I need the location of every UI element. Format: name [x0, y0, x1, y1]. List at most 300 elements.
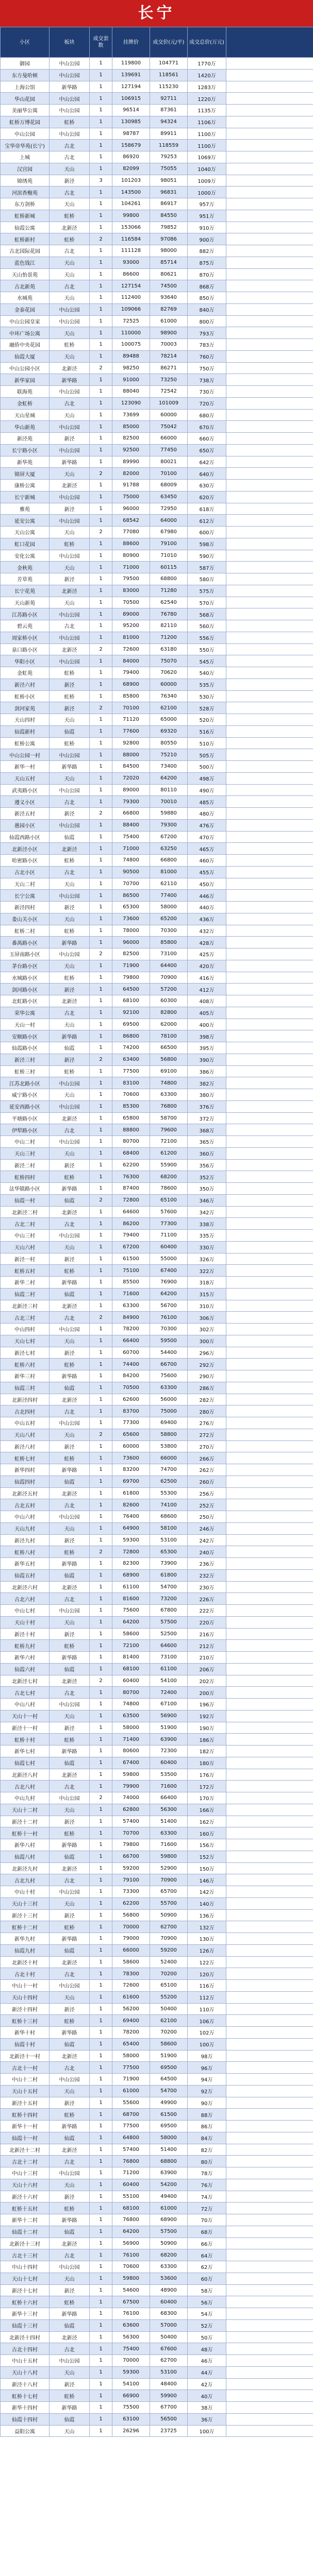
- district-cell: 新泾: [50, 503, 90, 515]
- list-price-cell: 59800: [112, 1769, 150, 1781]
- table-row: [1, 1569, 313, 1581]
- community-cell: 天山十一村: [1, 1710, 50, 1722]
- community-cell: 中山二村: [1, 1136, 50, 1148]
- blank-cell: [226, 1230, 313, 1242]
- deal-total-price-cell: 476万: [188, 819, 226, 831]
- blank-cell: [226, 1675, 313, 1687]
- blank-cell: [226, 1394, 313, 1405]
- deal-total-price-cell: 310万: [188, 1300, 226, 1312]
- deal-count-cell: 1: [90, 1921, 112, 1933]
- blank-cell: [226, 1440, 313, 1452]
- deal-unit-price-cell: 63900: [150, 1734, 188, 1745]
- deal-count-cell: 1: [90, 1956, 112, 1968]
- table-row: [1, 819, 313, 831]
- blank-cell: [226, 1429, 313, 1440]
- blank-cell: [226, 421, 313, 433]
- deal-count-cell: 1: [90, 1616, 112, 1628]
- list-price-cell: 88800: [112, 1124, 150, 1136]
- community-cell: 哈密路小区: [1, 855, 50, 867]
- blank-cell: [226, 2249, 313, 2261]
- community-cell: 中山公园: [1, 128, 50, 140]
- community-cell: 古北十二村: [1, 2156, 50, 2167]
- deal-unit-price-cell: 70100: [150, 468, 188, 480]
- table-row: [1, 2425, 313, 2437]
- community-cell: 北新泾九村: [1, 1862, 50, 1874]
- blank-cell: [226, 2378, 313, 2390]
- deal-unit-price-cell: 98051: [150, 175, 188, 187]
- deal-unit-price-cell: 73400: [150, 761, 188, 773]
- community-cell: 古北十三村: [1, 2249, 50, 2261]
- deal-count-cell: 1: [90, 503, 112, 515]
- district-cell: 天山: [50, 2179, 90, 2191]
- list-price-cell: 61000: [112, 2085, 150, 2097]
- district-cell: 天山: [50, 198, 90, 210]
- district-cell: 古北: [50, 2249, 90, 2261]
- blank-cell: [226, 292, 313, 304]
- deal-unit-price-cell: 80110: [150, 784, 188, 796]
- district-cell: 古北: [50, 620, 90, 632]
- community-cell: 中山十四村: [1, 2261, 50, 2273]
- district-cell: 仙霞: [50, 1944, 90, 1956]
- district-cell: 新泾: [50, 902, 90, 913]
- deal-unit-price-cell: 77400: [150, 890, 188, 902]
- community-cell: 联海苑: [1, 386, 50, 398]
- district-cell: 天山: [50, 1147, 90, 1159]
- deal-total-price-cell: 490万: [188, 784, 226, 796]
- table-row: [1, 2226, 313, 2238]
- community-cell: 新泾十五村: [1, 2097, 50, 2109]
- blank-cell: [226, 257, 313, 268]
- list-price-cell: 88000: [112, 749, 150, 761]
- community-cell: 古北六村: [1, 1593, 50, 1605]
- deal-count-cell: 1: [90, 538, 112, 550]
- deal-count-cell: 1: [90, 1300, 112, 1312]
- list-price-cell: 68100: [112, 1663, 150, 1675]
- deal-unit-price-cell: 54100: [150, 1675, 188, 1687]
- deal-total-price-cell: 262万: [188, 1464, 226, 1476]
- deal-total-price-cell: 66万: [188, 2238, 226, 2249]
- deal-count-cell: 2: [90, 1792, 112, 1804]
- deal-total-price-cell: 180万: [188, 1757, 226, 1769]
- deal-total-price-cell: 62万: [188, 2261, 226, 2273]
- deal-unit-price-cell: 53100: [150, 2366, 188, 2378]
- deal-unit-price-cell: 68800: [150, 573, 188, 585]
- district-cell: 仙霞: [50, 831, 90, 843]
- deal-unit-price-cell: 71200: [150, 632, 188, 643]
- deal-unit-price-cell: 49900: [150, 2097, 188, 2109]
- blank-cell: [226, 2121, 313, 2132]
- deal-count-cell: 1: [90, 1370, 112, 1382]
- deal-unit-price-cell: 68900: [150, 2214, 188, 2226]
- district-cell: 天山: [50, 1335, 90, 1347]
- deal-count-cell: 1: [90, 2378, 112, 2390]
- deal-unit-price-cell: 66400: [150, 1792, 188, 1804]
- blank-cell: [226, 984, 313, 995]
- table-row: [1, 245, 313, 257]
- community-cell: 仙霞十四村: [1, 2413, 50, 2425]
- list-price-cell: 59800: [112, 2273, 150, 2284]
- blank-cell: [226, 1335, 313, 1347]
- district-cell: 新华路: [50, 1464, 90, 1476]
- deal-total-price-cell: 44万: [188, 2366, 226, 2378]
- district-cell: 古北: [50, 1124, 90, 1136]
- deal-count-cell: 1: [90, 2121, 112, 2132]
- district-cell: 北新泾: [50, 222, 90, 233]
- deal-total-price-cell: 660万: [188, 433, 226, 445]
- list-price-cell: 89000: [112, 784, 150, 796]
- community-cell: 东方曼哈顿: [1, 69, 50, 81]
- community-cell: 北新泾八村: [1, 1769, 50, 1781]
- list-price-cell: 75000: [112, 491, 150, 503]
- district-cell: 虹桥: [50, 2202, 90, 2214]
- community-cell: 天山十八村: [1, 2366, 50, 2378]
- community-cell: 玉屏南路小区: [1, 948, 50, 960]
- table-row: [1, 1112, 313, 1124]
- district-cell: 古北: [50, 245, 90, 257]
- deal-total-price-cell: 36万: [188, 2413, 226, 2425]
- blank-cell: [226, 1359, 313, 1370]
- deal-count-cell: 1: [90, 1628, 112, 1640]
- list-price-cell: 74400: [112, 1359, 150, 1370]
- district-cell: 中山公园: [50, 632, 90, 643]
- blank-cell: [226, 1745, 313, 1757]
- list-price-cell: 66000: [112, 1944, 150, 1956]
- deal-unit-price-cell: 60000: [150, 409, 188, 421]
- deal-total-price-cell: 540万: [188, 667, 226, 679]
- list-price-cell: 76300: [112, 1171, 150, 1183]
- table-row: [1, 421, 313, 433]
- deal-unit-price-cell: 61000: [150, 2202, 188, 2214]
- deal-unit-price-cell: 58700: [150, 1112, 188, 1124]
- community-cell: 新华四村: [1, 1464, 50, 1476]
- deal-total-price-cell: 560万: [188, 620, 226, 632]
- list-price-cell: 86800: [112, 1030, 150, 1042]
- deal-unit-price-cell: 59800: [150, 1851, 188, 1862]
- community-cell: 长宁新城: [1, 491, 50, 503]
- header-deal-total-price: 成交总价(万元): [188, 27, 226, 58]
- district-cell: 天山: [50, 913, 90, 925]
- list-price-cell: 88600: [112, 538, 150, 550]
- deal-unit-price-cell: 61500: [150, 2109, 188, 2121]
- deal-unit-price-cell: 54700: [150, 2085, 188, 2097]
- table-row: [1, 1124, 313, 1136]
- table-row: [1, 1452, 313, 1464]
- community-cell: 延安西路小区: [1, 1100, 50, 1112]
- deal-count-cell: 1: [90, 116, 112, 128]
- list-price-cell: 98250: [112, 362, 150, 374]
- district-cell: 虹桥: [50, 1546, 90, 1558]
- deal-total-price-cell: 957万: [188, 198, 226, 210]
- district-cell: 中山公园: [50, 655, 90, 667]
- deal-unit-price-cell: 118561: [150, 69, 188, 81]
- deal-total-price-cell: 102万: [188, 2027, 226, 2039]
- list-price-cell: 78300: [112, 1968, 150, 1980]
- deal-unit-price-cell: 76780: [150, 608, 188, 620]
- district-cell: 中山公园: [50, 1417, 90, 1429]
- blank-cell: [226, 1652, 313, 1664]
- deal-count-cell: 1: [90, 1288, 112, 1300]
- district-cell: 新泾: [50, 984, 90, 995]
- district-cell: 北新泾: [50, 1581, 90, 1593]
- deal-count-cell: 1: [90, 2015, 112, 2027]
- deal-count-cell: 1: [90, 1230, 112, 1242]
- deal-count-cell: 1: [90, 1827, 112, 1839]
- deal-unit-price-cell: 67200: [150, 831, 188, 843]
- list-price-cell: 127154: [112, 280, 150, 292]
- deal-unit-price-cell: 96831: [150, 187, 188, 198]
- list-price-cell: 58600: [112, 1956, 150, 1968]
- list-price-cell: 77500: [112, 2062, 150, 2074]
- list-price-cell: 81000: [112, 632, 150, 643]
- blank-cell: [226, 350, 313, 362]
- deal-count-cell: 1: [90, 1007, 112, 1019]
- deal-count-cell: 1: [90, 386, 112, 398]
- list-price-cell: 92800: [112, 737, 150, 749]
- list-price-cell: 83700: [112, 1405, 150, 1417]
- deal-unit-price-cell: 68300: [150, 2308, 188, 2320]
- list-price-cell: 73600: [112, 913, 150, 925]
- deal-count-cell: 1: [90, 902, 112, 913]
- list-price-cell: 77500: [112, 1065, 150, 1077]
- deal-unit-price-cell: 64600: [150, 1640, 188, 1652]
- table-row: [1, 1077, 313, 1089]
- blank-cell: [226, 573, 313, 585]
- deal-unit-price-cell: 63300: [150, 1089, 188, 1101]
- deal-total-price-cell: 166万: [188, 1804, 226, 1816]
- community-cell: 虹桥万博花园: [1, 116, 50, 128]
- list-price-cell: 68542: [112, 515, 150, 527]
- deal-unit-price-cell: 51400: [150, 1816, 188, 1827]
- blank-cell: [226, 890, 313, 902]
- community-cell: 古北国际花园: [1, 245, 50, 257]
- deal-total-price-cell: 54万: [188, 2308, 226, 2320]
- blank-cell: [226, 1628, 313, 1640]
- district-cell: 新华路: [50, 1839, 90, 1851]
- list-price-cell: 75400: [112, 2343, 150, 2355]
- deal-unit-price-cell: 74800: [150, 1077, 188, 1089]
- deal-unit-price-cell: 61200: [150, 1147, 188, 1159]
- deal-unit-price-cell: 72950: [150, 503, 188, 515]
- list-price-cell: 82600: [112, 1499, 150, 1511]
- deal-unit-price-cell: 75055: [150, 163, 188, 175]
- table-row: [1, 2402, 313, 2414]
- blank-cell: [226, 948, 313, 960]
- community-cell: 虹桥公寓: [1, 737, 50, 749]
- deal-count-cell: 1: [90, 58, 112, 70]
- blank-cell: [226, 1534, 313, 1546]
- list-price-cell: 59200: [112, 1862, 150, 1874]
- table-row: [1, 1745, 313, 1757]
- district-cell: 北新泾: [50, 2144, 90, 2156]
- deal-total-price-cell: 368万: [188, 1124, 226, 1136]
- blank-cell: [226, 562, 313, 573]
- deal-total-price-cell: 206万: [188, 1663, 226, 1675]
- community-cell: 仙霞三村: [1, 1382, 50, 1394]
- community-cell: 天山十六村: [1, 2179, 50, 2191]
- deal-unit-price-cell: 93640: [150, 292, 188, 304]
- list-price-cell: 78200: [112, 2027, 150, 2039]
- deal-unit-price-cell: 70300: [150, 1324, 188, 1335]
- deal-unit-price-cell: 71600: [150, 1781, 188, 1792]
- deal-unit-price-cell: 23725: [150, 2425, 188, 2437]
- district-cell: 古北: [50, 1007, 90, 1019]
- table-row: [1, 2214, 313, 2226]
- list-price-cell: 60000: [112, 1440, 150, 1452]
- deal-count-cell: 1: [90, 128, 112, 140]
- district-cell: 新华路: [50, 1933, 90, 1945]
- deal-count-cell: 1: [90, 1030, 112, 1042]
- district-cell: 北新泾: [50, 643, 90, 655]
- list-price-cell: 75400: [112, 831, 150, 843]
- district-cell: 新泾: [50, 1054, 90, 1065]
- deal-total-price-cell: 296万: [188, 1347, 226, 1359]
- table-row: [1, 1147, 313, 1159]
- blank-cell: [226, 2003, 313, 2015]
- list-price-cell: 71000: [112, 562, 150, 573]
- deal-total-price-cell: 350万: [188, 1183, 226, 1195]
- community-cell: 融侨中央花园: [1, 339, 50, 351]
- blank-cell: [226, 268, 313, 280]
- deal-count-cell: 1: [90, 1581, 112, 1593]
- community-cell: 仙霞十三村: [1, 2319, 50, 2331]
- table-row: [1, 1534, 313, 1546]
- blank-cell: [226, 2015, 313, 2027]
- deal-count-cell: 1: [90, 2355, 112, 2367]
- list-price-cell: 81600: [112, 1593, 150, 1605]
- blank-cell: [226, 128, 313, 140]
- list-price-cell: 71120: [112, 714, 150, 726]
- community-cell: 新华五村: [1, 1558, 50, 1570]
- deal-total-price-cell: 84万: [188, 2132, 226, 2144]
- blank-cell: [226, 1839, 313, 1851]
- deal-total-price-cell: 750万: [188, 362, 226, 374]
- deal-unit-price-cell: 104771: [150, 58, 188, 70]
- community-cell: 古北四村: [1, 1405, 50, 1417]
- deal-count-cell: 1: [90, 1324, 112, 1335]
- deal-count-cell: 1: [90, 761, 112, 773]
- list-price-cell: 143500: [112, 187, 150, 198]
- blank-cell: [226, 2402, 313, 2414]
- district-cell: 中山公园: [50, 1886, 90, 1898]
- table-row: [1, 2015, 313, 2027]
- table-row: [1, 843, 313, 855]
- table-row: [1, 386, 313, 398]
- deal-count-cell: 1: [90, 1476, 112, 1487]
- district-cell: 新华路: [50, 1558, 90, 1570]
- blank-cell: [226, 855, 313, 867]
- community-cell: 中山九村: [1, 1792, 50, 1804]
- community-cell: 虹桥十三村: [1, 2015, 50, 2027]
- deal-total-price-cell: 92万: [188, 2085, 226, 2097]
- deal-unit-price-cell: 101009: [150, 397, 188, 409]
- deal-unit-price-cell: 64200: [150, 772, 188, 784]
- district-cell: 新泾: [50, 175, 90, 187]
- deal-count-cell: 1: [90, 2179, 112, 2191]
- deal-total-price-cell: 1100万: [188, 140, 226, 151]
- list-price-cell: 89000: [112, 608, 150, 620]
- community-cell: 天山星城: [1, 409, 50, 421]
- list-price-cell: 71000: [112, 843, 150, 855]
- blank-cell: [226, 1710, 313, 1722]
- deal-count-cell: 1: [90, 1112, 112, 1124]
- community-cell: 中山十二村: [1, 2074, 50, 2086]
- list-price-cell: 72600: [112, 1980, 150, 1992]
- list-price-cell: 78000: [112, 925, 150, 937]
- table-row: [1, 2296, 313, 2308]
- blank-cell: [226, 1909, 313, 1921]
- deal-total-price-cell: 670万: [188, 421, 226, 433]
- table-row: [1, 2319, 313, 2331]
- community-cell: 新华九村: [1, 1933, 50, 1945]
- district-cell: 虹桥: [50, 2109, 90, 2121]
- deal-unit-price-cell: 60300: [150, 995, 188, 1007]
- community-cell: 愚园小区: [1, 819, 50, 831]
- community-cell: 金秋苑: [1, 562, 50, 573]
- blank-cell: [226, 1194, 313, 1206]
- blank-cell: [226, 831, 313, 843]
- list-price-cell: 61100: [112, 1581, 150, 1593]
- table-row: [1, 1194, 313, 1206]
- community-cell: 安顺路小区: [1, 1030, 50, 1042]
- table-row: [1, 93, 313, 105]
- table-row: [1, 2179, 313, 2191]
- blank-cell: [226, 1382, 313, 1394]
- district-cell: 古北: [50, 2156, 90, 2167]
- deal-unit-price-cell: 87361: [150, 105, 188, 116]
- community-cell: 天山四村: [1, 714, 50, 726]
- list-price-cell: 73300: [112, 1886, 150, 1898]
- table-row: [1, 878, 313, 890]
- district-cell: 虹桥: [50, 1065, 90, 1077]
- deal-count-cell: 2: [90, 643, 112, 655]
- deal-total-price-cell: 680万: [188, 409, 226, 421]
- blank-cell: [226, 2074, 313, 2086]
- blank-cell: [226, 105, 313, 116]
- deal-total-price-cell: 450万: [188, 878, 226, 890]
- deal-count-cell: 3: [90, 175, 112, 187]
- deal-unit-price-cell: 75000: [150, 1405, 188, 1417]
- deal-total-price-cell: 156万: [188, 1839, 226, 1851]
- deal-count-cell: 1: [90, 1065, 112, 1077]
- district-cell: 虹桥: [50, 1921, 90, 1933]
- community-cell: 中山十三村: [1, 2167, 50, 2179]
- deal-unit-price-cell: 61800: [150, 1569, 188, 1581]
- table-row: [1, 925, 313, 937]
- table-row: [1, 1640, 313, 1652]
- community-cell: 新泾五村: [1, 808, 50, 820]
- list-price-cell: 139691: [112, 69, 150, 81]
- blank-cell: [226, 2284, 313, 2296]
- blank-cell: [226, 2109, 313, 2121]
- district-cell: 天山: [50, 1522, 90, 1534]
- deal-total-price-cell: 485万: [188, 796, 226, 808]
- district-cell: 天山: [50, 1710, 90, 1722]
- deal-total-price-cell: 322万: [188, 1265, 226, 1277]
- community-cell: 泉口路小区: [1, 643, 50, 655]
- deal-unit-price-cell: 72542: [150, 386, 188, 398]
- district-cell: 古北: [50, 1405, 90, 1417]
- deal-total-price-cell: 910万: [188, 222, 226, 233]
- blank-cell: [226, 1616, 313, 1628]
- district-cell: 虹桥: [50, 210, 90, 222]
- header-district: 板块: [50, 27, 90, 58]
- deal-total-price-cell: 465万: [188, 843, 226, 855]
- table-row: [1, 1851, 313, 1862]
- deal-unit-price-cell: 56500: [150, 2413, 188, 2425]
- district-cell: 中山公园: [50, 1324, 90, 1335]
- district-cell: 中山公园: [50, 608, 90, 620]
- district-cell: 天山: [50, 1616, 90, 1628]
